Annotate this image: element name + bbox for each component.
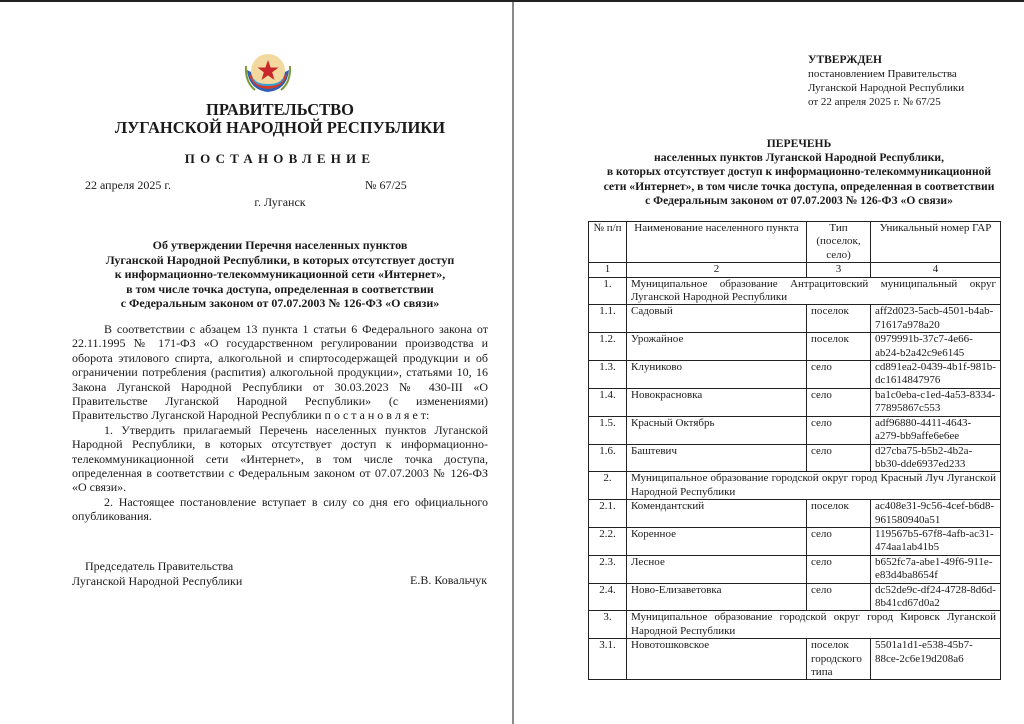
decree-number: № 67/25: [365, 178, 407, 192]
cell-name: Урожайное: [627, 333, 807, 361]
settlements-table: [588, 221, 1001, 680]
cell-name: Новотошковское: [627, 639, 807, 680]
approval-line: от 22 апреля 2025 г. № 67/25: [808, 96, 941, 108]
column-index: 2: [627, 263, 807, 277]
cell-name: Садовый: [627, 305, 807, 333]
lnr-coat-of-arms-icon: [243, 52, 293, 96]
table-body: [589, 277, 1001, 680]
subject-line: Об утверждении Перечня населенных пунктов: [152, 238, 408, 252]
signature-name: Е.В. Ковальчук: [410, 573, 488, 587]
document-page-1: [0, 2, 512, 724]
document-page-2: [514, 2, 1024, 724]
approval-line: постановлением Правительства: [808, 68, 957, 80]
subject-line: к информационно-телекоммуникационной сети «Интернет»,: [114, 267, 446, 282]
table-row: [589, 416, 1001, 444]
table-row: [589, 555, 1001, 583]
column-index: 1: [589, 263, 627, 277]
table-row: [589, 583, 1001, 611]
cell-number: 2.1.: [589, 500, 627, 528]
list-title-line: с Федеральным законом от 07.07.2003 № 126-ФЗ «О связи»: [645, 193, 953, 207]
cell-type: село: [807, 527, 871, 555]
table-row: [589, 527, 1001, 555]
list-title-line: в которых отсутствует доступ к информационно-телекоммуникационной: [606, 165, 992, 179]
preamble-paragraph: В соответствии с абзацем 13 пункта 1 статьи 6 Федерального закона от 22.11.1995 № 171-ФЗ «О государственном регулировании производства и оборота этилового спирта, алкогольной и спиртосодержащей продукции и об ограничении потребления (распития) алкогольной продукции», статьями 10, 16 Закона Луганской Народной Республики от 30.03.2023 № 430-III «О Правительстве Луганской Народной Республики» (с изменениями) Правительство Луганской Народной Республики п о с т а н о в л я е т:: [72, 322, 488, 423]
cell-name: Красный Октябрь: [627, 416, 807, 444]
subject-line: Луганской Народной Республики, в которых отсутствует доступ: [105, 252, 455, 267]
cell-number: 2.4.: [589, 583, 627, 611]
cell-number: 1.1.: [589, 305, 627, 333]
approval-line: Луганской Народной Республики: [808, 82, 965, 94]
table-row: [589, 333, 1001, 361]
cell-type: поселок: [807, 333, 871, 361]
approval-title: УТВЕРЖДЕН: [808, 54, 882, 66]
cell-number: 2.3.: [589, 555, 627, 583]
cell-number: 1.5.: [589, 416, 627, 444]
header-number: № п/п: [589, 222, 627, 263]
cell-type: поселок: [807, 305, 871, 333]
group-title: Муниципальное образование городской округ город Красный Луч Луганской Народной Республики: [627, 472, 1001, 500]
decree-city: г. Луганск: [254, 195, 306, 209]
group-title: Муниципальное образование Антрацитовский муниципальный округ Луганской Народной Республики: [627, 277, 1001, 305]
item-paragraph: 1. Утвердить прилагаемый Перечень населенных пунктов Луганской Народной Республики, в которых отсутствует доступ к информационно-телекоммуникационной сети «Интернет», в том числе точка доступа, определенная в соответствии с Федеральным законом от 07.07.2003 № 126-ФЗ «О связи».: [72, 422, 488, 495]
cell-number: 1.2.: [589, 333, 627, 361]
decree-body: [72, 322, 488, 524]
cell-gar: 0979991b-37c7-4e66-ab24-b2a42c9e6145: [871, 333, 1001, 361]
group-title: Муниципальное образование городской округ город Кировск Луганской Народной Республики: [627, 611, 1001, 639]
cell-name: Лесное: [627, 555, 807, 583]
decree-date: 22 апреля 2025 г.: [85, 178, 171, 192]
cell-gar: aff2d023-5acb-4501-b4ab-71617a978a20: [871, 305, 1001, 333]
cell-name: Новокрасновка: [627, 388, 807, 416]
cell-gar: cd891ea2-0439-4b1f-981b-dc1614847976: [871, 361, 1001, 389]
subject-line: с Федеральным законом от 07.07.2003 № 126-ФЗ «О связи»: [120, 296, 440, 311]
list-title: [584, 137, 1014, 208]
cell-number: 1.4.: [589, 388, 627, 416]
header-name: Наименование населенного пункта: [627, 222, 807, 263]
signature-position-line: Председатель Правительства: [85, 559, 234, 573]
cell-gar: adf96880-4411-4643-a279-bb9affe6e6ee: [871, 416, 1001, 444]
group-number: 1.: [589, 277, 627, 305]
cell-gar: b652fc7a-abe1-49f6-911e-e83d4ba8654f: [871, 555, 1001, 583]
cell-number: 1.6.: [589, 444, 627, 472]
approval-stamp: [808, 53, 964, 109]
cell-number: 3.1.: [589, 639, 627, 680]
cell-type: поселок городского типа: [807, 639, 871, 680]
group-row: [589, 611, 1001, 639]
group-row: [589, 472, 1001, 500]
table-row: [589, 305, 1001, 333]
cell-number: 1.3.: [589, 361, 627, 389]
cell-gar: ac408e31-9c56-4cef-b6d8-961580940a51: [871, 500, 1001, 528]
column-index: 4: [871, 263, 1001, 277]
cell-type: село: [807, 444, 871, 472]
cell-name: Баштевич: [627, 444, 807, 472]
government-title-line: ПРАВИТЕЛЬСТВО: [206, 100, 354, 119]
item-paragraph: 2. Настоящее постановление вступает в силу со дня его официального опубликования.: [72, 494, 488, 524]
cell-gar: d27cba75-b5b2-4b2a-bb30-dde6937ed233: [871, 444, 1001, 472]
cell-type: село: [807, 361, 871, 389]
header-gar: Уникальный номер ГАР: [871, 222, 1001, 263]
table-row: [589, 388, 1001, 416]
cell-gar: 5501a1d1-e538-45b7-88ce-2c6e19d208a6: [871, 639, 1001, 680]
cell-gar: 119567b5-67f8-4afb-ac31-474aa1ab41b5: [871, 527, 1001, 555]
table-row: [589, 444, 1001, 472]
column-index: 3: [807, 263, 871, 277]
cell-gar: dc52de9c-df24-4728-8d6d-8b41cd67d0a2: [871, 583, 1001, 611]
cell-type: село: [807, 416, 871, 444]
signature-position: [72, 559, 242, 588]
cell-type: село: [807, 388, 871, 416]
group-number: 2.: [589, 472, 627, 500]
table-header-row: [589, 222, 1001, 263]
group-number: 3.: [589, 611, 627, 639]
cell-name: Комендантский: [627, 500, 807, 528]
header-type: Тип (поселок, село): [807, 222, 871, 263]
cell-type: село: [807, 583, 871, 611]
cell-type: село: [807, 555, 871, 583]
cell-name: Клуниково: [627, 361, 807, 389]
list-title-line: ПЕРЕЧЕНЬ: [766, 137, 832, 150]
government-title: [60, 101, 500, 137]
list-title-line: населенных пунктов Луганской Народной Республики,: [654, 151, 944, 165]
table-row: [589, 361, 1001, 389]
cell-gar: ba1c0eba-c1ed-4a53-8334-77895867c553: [871, 388, 1001, 416]
cell-name: Коренное: [627, 527, 807, 555]
document-type: ПОСТАНОВЛЕНИЕ: [184, 151, 376, 166]
subject-line: в том числе точка доступа, определенная в соответствии: [126, 281, 434, 296]
table-row: [589, 639, 1001, 680]
government-title-line: ЛУГАНСКОЙ НАРОДНОЙ РЕСПУБЛИКИ: [114, 118, 446, 137]
cell-name: Ново-Елизаветовка: [627, 583, 807, 611]
column-index-row: [589, 263, 1001, 277]
group-row: [589, 277, 1001, 305]
table-row: [589, 500, 1001, 528]
cell-number: 2.2.: [589, 527, 627, 555]
cell-type: поселок: [807, 500, 871, 528]
decree-subject: [60, 238, 500, 311]
signature-position-line: Луганской Народной Республики: [72, 573, 243, 588]
list-title-line: сети «Интернет», в том числе точка доступа, определенная в соответствии: [603, 179, 995, 193]
